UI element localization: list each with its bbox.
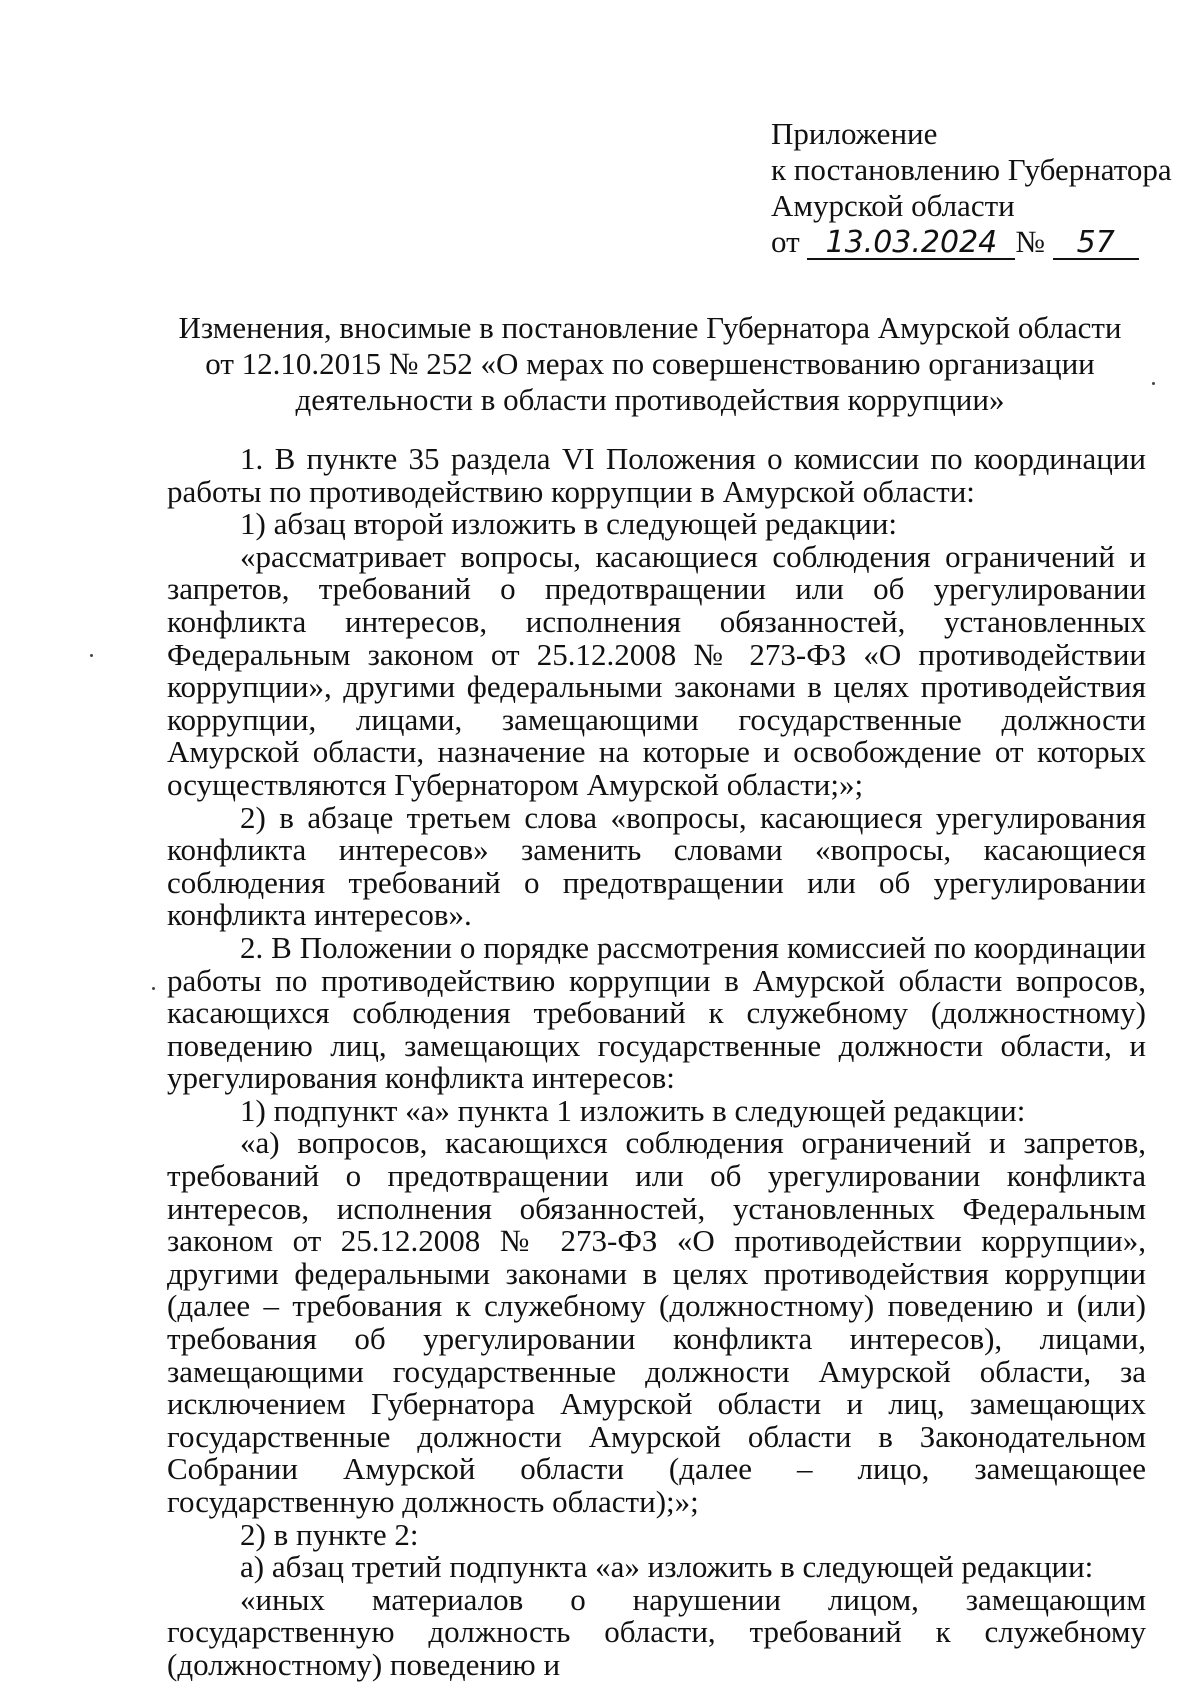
paragraph: а) абзац третий подпункта «а» изложить в следующей редакции: [240, 1549, 1094, 1585]
scan-speck [90, 654, 93, 657]
title-line-3: деятельности в области противодействия коррупции» [295, 382, 1005, 417]
title-line-1: Изменения, вносимые в постановление Губернатора Амурской области [178, 310, 1122, 345]
paragraph: 2) в пункте 2: [240, 1516, 419, 1552]
scan-speck [1152, 382, 1155, 385]
document-title [170, 310, 1130, 418]
number-sign: № [1015, 224, 1045, 259]
paragraph: 2) в абзаце третьем слова «вопросы, касающиеся урегулирования конфликта интересов» заменить словами «вопросы, касающиеся соблюдения требований о предотвращении или об урегулировании конфликта интересов». [167, 799, 1146, 933]
appendix-block [771, 116, 1171, 260]
paragraph: «а) вопросов, касающихся соблюдения ограничений и запретов, требований о предотвращении или об урегулировании конфликта интересов, исполнения обязанностей, установленных Федеральным законом от 25.12.2008 № 273-ФЗ «О противодействии коррупции», другими федеральными законами в целях противодействия коррупции (далее – требования к служебному (должностному) поведению и (или) требования об урегулировании конфликта интересов), лицами, замещающими государственные должности Амурской области, за исключением Губернатора Амурской области и лиц, замещающих государственные должности Амурской области в Законодательном Собрании Амурской области (далее – лицо, замещающее государственную должность области);»; [167, 1125, 1146, 1519]
appendix-reference: к постановлению Губернатора [771, 152, 1172, 187]
handwritten-date: 13.03.2024 [807, 228, 1015, 260]
paragraph: 2. В Положении о порядке рассмотрения комиссией по координации работы по противодействию коррупции в Амурской области вопросов, касающихся соблюдения требований к служебному (должностному) поведению лиц, замещающих государственные должности области, и урегулирования конфликта интересов: [167, 929, 1146, 1096]
scan-speck [152, 987, 155, 990]
paragraph: «рассматривает вопросы, касающиеся соблюдения ограничений и запретов, требований о предотвращении или об урегулировании конфликта интересов, исполнения обязанностей, установленных Федеральным законом от 25.12.2008 № 273-ФЗ «О противодействии коррупции», другими федеральными законами в целях противодействия коррупции, лицами, замещающими государственные должности Амурской области, назначение на которые и освобождение от которых осуществляются Губернатором Амурской области;»; [167, 538, 1146, 802]
paragraph: 1) абзац второй изложить в следующей редакции: [240, 506, 897, 542]
title-line-2: от 12.10.2015 № 252 «О мерах по совершенствованию организации [205, 346, 1095, 381]
paragraph: 1. В пункте 35 раздела VI Положения о комиссии по координации работы по противодействию коррупции в Амурской области: [167, 441, 1146, 509]
handwritten-number: 57 [1053, 228, 1139, 260]
appendix-region: Амурской области [771, 188, 1015, 223]
document-body [167, 443, 1146, 1682]
appendix-heading: Приложение [771, 116, 938, 151]
paragraph: «иных материалов о нарушении лицом, замещающим государственную должность области, требований к служебному (должностному) поведению и [167, 1581, 1146, 1682]
appendix-date-number-line [771, 224, 1171, 260]
from-label: от [771, 224, 800, 259]
paragraph: 1) подпункт «а» пункта 1 изложить в следующей редакции: [240, 1092, 1026, 1128]
